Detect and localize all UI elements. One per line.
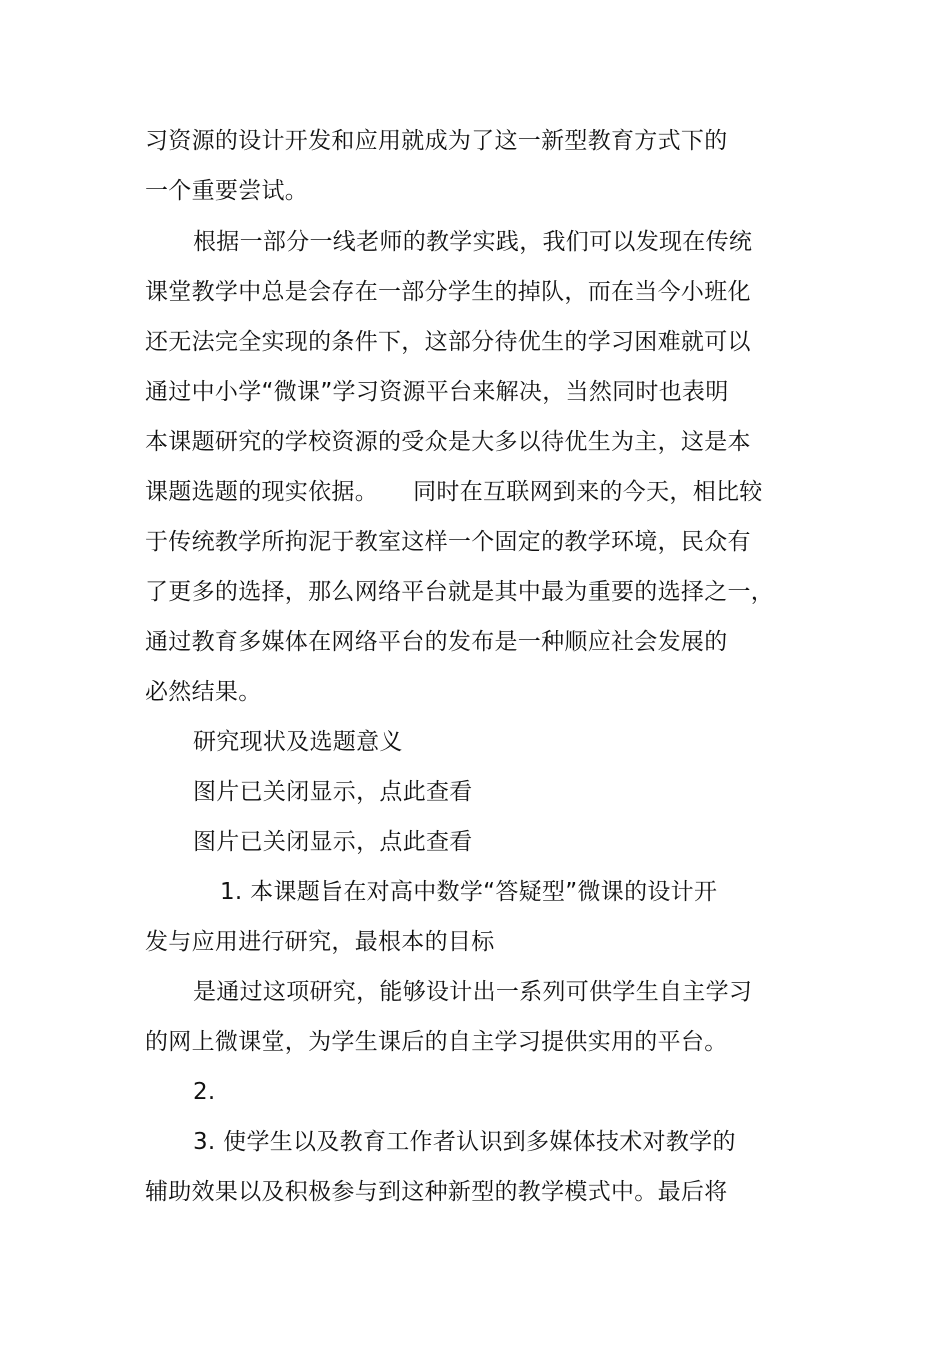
- text-line: 通过中小学“微课”学习资源平台来解决，当然同时也表明: [145, 379, 729, 405]
- text-line: 于传统教学所拘泥于教室这样一个固定的教学环境，民众有: [145, 529, 751, 555]
- text-line: 辅助效果以及积极参与到这种新型的教学模式中。最后将: [145, 1179, 728, 1205]
- text-line: 一个重要尝试。: [145, 178, 309, 204]
- image-placeholder-link[interactable]: 图片已关闭显示，点此查看: [193, 779, 473, 805]
- text-line: 课题选题的现实依据。 同时在互联网到来的今天，相比较: [145, 479, 763, 505]
- list-item-2: 2.: [193, 1079, 216, 1105]
- text-line: 的网上微课堂，为学生课后的自主学习提供实用的平台。: [145, 1029, 728, 1055]
- text-line: 习资源的设计开发和应用就成为了这一新型教育方式下的: [145, 128, 728, 154]
- list-item-1: 1. 本课题旨在对高中数学“答疑型”微课的设计开: [220, 879, 718, 905]
- text-line: 本课题研究的学校资源的受众是大多以待优生为主，这是本: [145, 429, 751, 455]
- text-line: 了更多的选择，那么网络平台就是其中最为重要的选择之一，: [145, 579, 775, 605]
- image-placeholder-link[interactable]: 图片已关闭显示，点此查看: [193, 829, 473, 855]
- text-line: 是通过这项研究，能够设计出一系列可供学生自主学习: [193, 979, 753, 1005]
- list-item-3: 3. 使学生以及教育工作者认识到多媒体技术对教学的: [193, 1129, 736, 1155]
- text-line: 通过教育多媒体在网络平台的发布是一种顺应社会发展的: [145, 629, 728, 655]
- text-line: 根据一部分一线老师的教学实践，我们可以发现在传统: [193, 229, 753, 255]
- text-line: 必然结果。: [145, 679, 262, 705]
- text-line: 还无法完全实现的条件下，这部分待优生的学习困难就可以: [145, 329, 751, 355]
- section-heading: 研究现状及选题意义: [193, 729, 403, 755]
- text-line: 课堂教学中总是会存在一部分学生的掉队，而在当今小班化: [145, 279, 751, 305]
- text-line: 发与应用进行研究，最根本的目标: [145, 929, 495, 955]
